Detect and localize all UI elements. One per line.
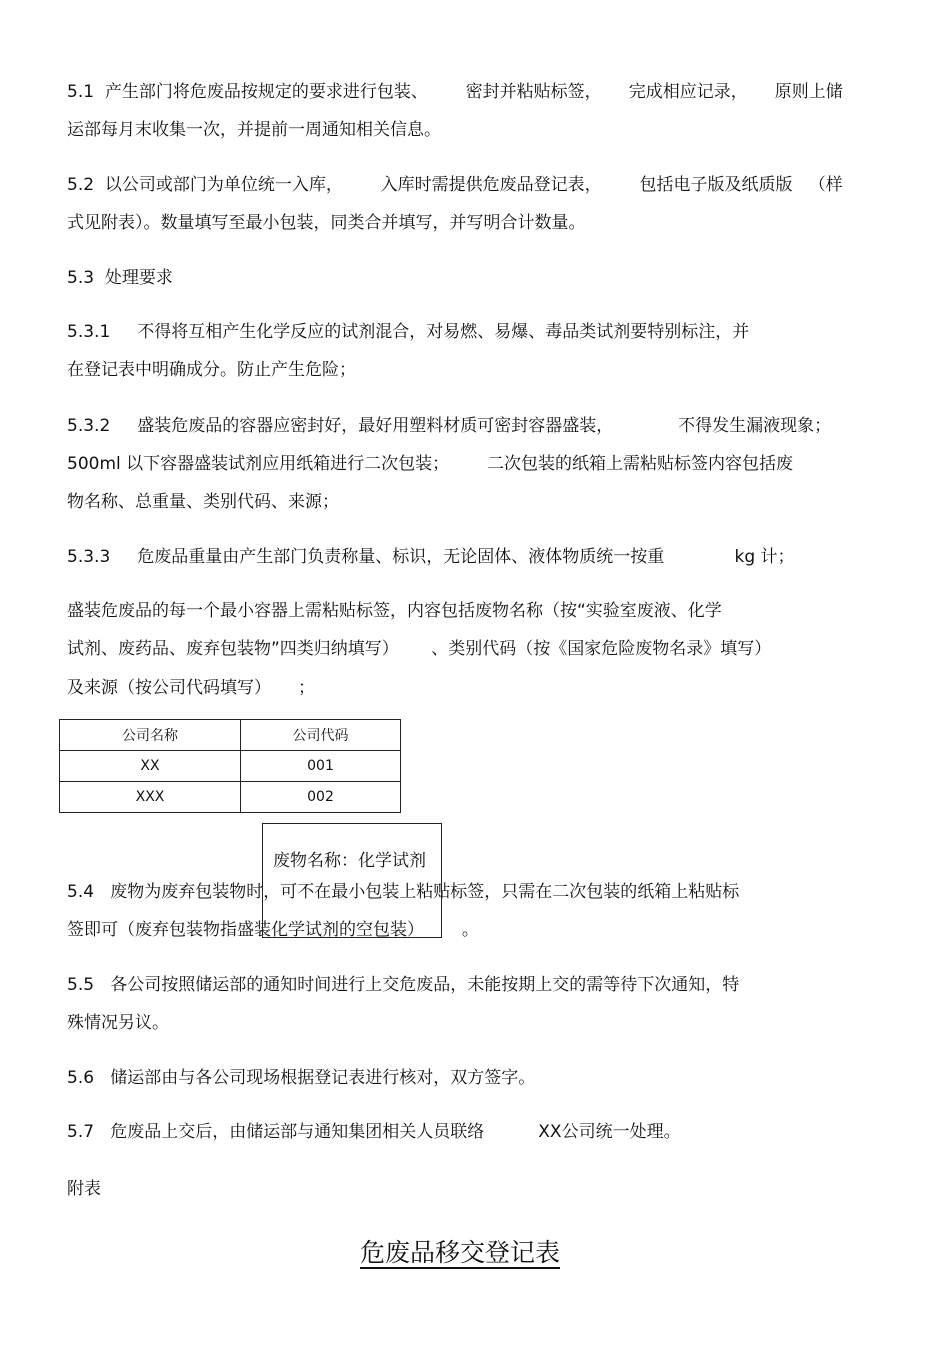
sample-label-box [262, 823, 442, 938]
label-requirement-line-1: 盛装危废品的每一个最小容器上需粘贴标签，内容包括废物名称（按“实验室废液、化学 [67, 601, 722, 621]
table-header-row [60, 720, 401, 751]
section-5-3-2-line-3: 物名称、总重量、类别代码、来源； [67, 492, 339, 512]
section-5-2-line-2: 式见附表）。数量填写至最小包装，同类合并填写，并写明合计数量。 [67, 213, 586, 233]
section-5-6-line-1: 5.6 储运部由与各公司现场根据登记表进行核对，双方签字。 [67, 1068, 536, 1088]
table-row [60, 782, 401, 813]
company-code-cell: 002 [241, 782, 401, 813]
company-name-cell: XX [60, 751, 241, 782]
header-company-code: 公司代码 [241, 720, 401, 751]
header-company-name: 公司名称 [60, 720, 241, 751]
section-5-1-line-1: 5.1 产生部门将危废品按规定的要求进行包装、 密封并粘贴标签， 完成相应记录， 原则上储 [67, 82, 843, 102]
section-5-1-line-2: 运部每月末收集一次，并提前一周通知相关信息。 [67, 120, 441, 140]
section-5-7-line-1: 5.7 危废品上交后，由储运部与通知集团相关人员联络 XX公司统一处理。 [67, 1122, 681, 1142]
section-5-5-line-1: 5.5 各公司按照储运部的通知时间进行上交危废品，未能按期上交的需等待下次通知，特 [67, 975, 740, 995]
section-5-3-1-line-1: 5.3.1 不得将互相产生化学反应的试剂混合，对易燃、易爆、毒品类试剂要特别标注，并 [67, 322, 750, 342]
company-name-cell: XXX [60, 782, 241, 813]
appendix-label: 附表 [67, 1179, 101, 1199]
section-5-3-1-line-2: 在登记表中明确成分。防止产生危险； [67, 360, 356, 380]
section-5-4-line-2: 签即可（废弃包装物指盛装化学试剂的空包装） 。 [67, 920, 479, 940]
section-5-5-line-2: 殊情况另议。 [67, 1013, 169, 1033]
section-5-4-line-1: 5.4 废物为废弃包装物时，可不在最小包装上粘贴标签，只需在二次包装的纸箱上粘贴标 [67, 882, 740, 902]
company-code-cell: 001 [241, 751, 401, 782]
section-5-3-2-line-1: 5.3.2 盛装危废品的容器应密封好，最好用塑料材质可密封容器盛装， 不得发生漏液现象； [67, 416, 832, 436]
section-5-2-line-1: 5.2 以公司或部门为单位统一入库， 入库时需提供危废品登记表， 包括电子版及纸质版 （样 [67, 175, 843, 195]
label-requirement-line-3: 及来源（按公司代码填写） ； [67, 678, 316, 698]
label-requirement-line-2: 试剂、废药品、废弃包装物”四类归纳填写） 、类别代码（按《国家危险废物名录》填写） [67, 639, 772, 659]
section-5-3-3-line-1: 5.3.3 危废品重量由产生部门负责称量、标识，无论固体、液体物质统一按重 kg 计； [67, 547, 795, 567]
section-5-3-heading: 5.3 处理要求 [67, 268, 173, 288]
sample-label-text: 废物名称：化学试剂 [273, 851, 426, 871]
section-5-3-2-line-2: 500ml 以下容器盛装试剂应用纸箱进行二次包装； 二次包装的纸箱上需粘贴标签内容包括废 [67, 454, 793, 474]
form-title: 危废品移交登记表 [360, 1238, 561, 1267]
company-code-table [59, 719, 401, 813]
table-row [60, 751, 401, 782]
